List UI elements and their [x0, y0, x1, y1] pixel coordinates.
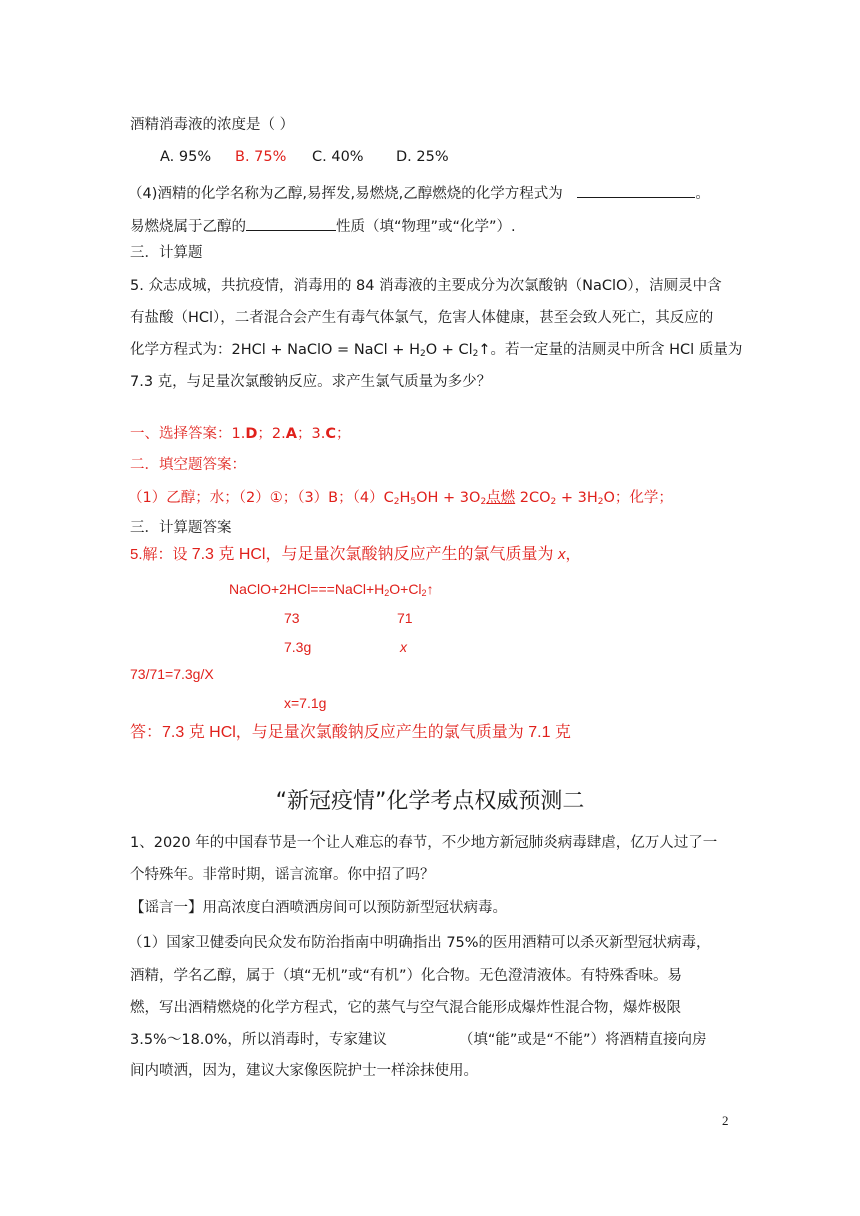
choice-sep: ；3.	[296, 426, 326, 442]
problem-5-eq-pre: 化学方程式为：2HCl + NaClO = NaCl + H	[130, 342, 420, 358]
subscript: 2	[472, 349, 479, 359]
equation-pre: NaClO+2HCl===NaCl+H	[229, 581, 385, 597]
choice-answer-3: C	[325, 426, 336, 442]
subscript: 2	[421, 588, 427, 598]
reaction-equation	[229, 582, 434, 598]
subscript: 2	[597, 497, 604, 507]
option-d: D. 25%	[396, 149, 449, 165]
choice-label: 一、选择答案：1.	[130, 426, 246, 442]
question-4-text: （4)酒精的化学名称为乙醇,易挥发,易燃烧,乙醇燃烧的化学方程式为	[128, 186, 563, 202]
option-a: A. 95%	[160, 149, 212, 165]
subscript: 2	[419, 349, 426, 359]
question-4-line2-post: 性质（填“物理”或“化学”）.	[336, 219, 516, 235]
solution-end: ，	[565, 546, 581, 563]
part2-s1-line4-pre: 3.5%～18.0%，所以消毒时，专家建议	[130, 1032, 387, 1048]
fill-co2: 2CO	[515, 490, 551, 506]
fill-heading: 二．填空题答案：	[130, 457, 246, 473]
rumor-line: 【谣言一】用高浓度白酒喷洒房间可以预防新型冠状病毒。	[130, 900, 507, 916]
result-line: x=7.1g	[284, 695, 327, 711]
solution-x: x	[557, 546, 566, 563]
options-row	[160, 149, 449, 165]
fill-answers-pre: （1）乙醇；水；（2）①；（3）B；（4）C	[128, 490, 394, 506]
mass-cl2-unknown: x	[400, 639, 407, 655]
problem-5-eq-mid: O + Cl	[425, 342, 473, 358]
question-text: 酒精消毒液的浓度是（ ）	[130, 117, 295, 133]
solution-intro	[130, 547, 580, 563]
problem-5-line2: 有盐酸（HCl），二者混合会产生有毒气体氯气，危害人体健康，甚至会致人死亡，其反应的	[130, 310, 714, 326]
problem-5-eq-post: ↑。若一定量的洁厕灵中所含 HCl 质量为	[478, 342, 743, 358]
question-4-line2-pre: 易燃烧属于乙醇的	[130, 219, 246, 235]
part2-s1-line4	[130, 1033, 706, 1048]
fill-h: H	[399, 490, 411, 506]
choice-answer-1: D	[245, 426, 258, 442]
fill-oh: OH + 3O	[416, 490, 481, 506]
answer-blank	[246, 216, 336, 231]
problem-5-line4: 7.3 克，与足量次氯酸钠反应。求产生氯气质量为多少？	[130, 374, 492, 390]
calc-answer-heading: 三．计算题答案	[130, 520, 232, 536]
part2-s1-line1: （1）国家卫健委向民众发布防治指南中明确指出 75%的医用酒精可以杀灭新型冠状病毒，	[128, 935, 711, 951]
mass-hcl: 7.3g	[284, 639, 312, 655]
fill-h2o: + 3H	[556, 490, 598, 506]
part2-s1-line3: 燃，写出酒精燃烧的化学方程式，它的蒸气与空气混合能形成爆炸性混合物，爆炸极限	[130, 1000, 681, 1016]
solution-pre: 5.解：设	[130, 546, 192, 563]
subscript: 2	[393, 497, 400, 507]
page-number: 2	[722, 1113, 729, 1128]
part2-s1-line5: 间内喷洒，因为，建议大家像医院护士一样涂抹使用。	[130, 1063, 478, 1079]
equation-mid: O+Cl	[389, 581, 422, 597]
calc-heading: 三．计算题	[130, 245, 203, 261]
reaction-condition: 点燃	[486, 490, 516, 506]
choice-answers	[130, 427, 350, 442]
part2-q1-line1: 1、2020 年的中国春节是一个让人难忘的春节，不少地方新冠肺炎病毒肆虐，亿万人过了一	[130, 835, 718, 851]
question-4-end: 。	[695, 186, 710, 202]
option-b: B. 75%	[235, 149, 287, 165]
final-answer: 答：7.3 克 HCl，与足量次氯酸钠反应产生的氯气质量为 7.1 克	[130, 724, 571, 741]
fill-answers	[128, 491, 673, 507]
question-4-line1	[128, 183, 710, 202]
answer-blank	[577, 183, 695, 198]
option-c: C. 40%	[312, 149, 364, 165]
subscript: 2	[480, 497, 487, 507]
part2-q1-line2: 个特殊年。非常时期，谣言流窜。你中招了吗？	[130, 867, 435, 883]
molar-mass-hcl: 73	[284, 610, 300, 626]
subscript: 2	[384, 588, 390, 598]
ratio-line: 73/71=7.3g/X	[130, 666, 214, 682]
choice-sep: ；2.	[257, 426, 286, 442]
fill-end: O；化学；	[603, 490, 673, 506]
problem-5-line3	[130, 343, 742, 359]
molar-mass-cl2: 71	[397, 610, 413, 626]
gas-arrow: ↑	[426, 581, 434, 597]
part2-s1-line2: 酒精，学名乙醇，属于（填“无机”或“有机”）化合物。无色澄清液体。有特殊香味。易	[130, 968, 683, 984]
part2-s1-line4-post: （填“能”或是“不能”）将酒精直接向房	[458, 1032, 707, 1048]
choice-end: ；	[335, 426, 351, 442]
question-4-line2	[130, 216, 516, 235]
choice-answer-2: A	[285, 426, 297, 442]
subscript: 5	[410, 497, 417, 507]
section-title: “新冠疫情”化学考点权威预测二	[275, 789, 585, 814]
solution-mid: 7.3 克 HCl，与足量次氯酸钠反应产生的氯气质量为	[191, 546, 558, 563]
subscript: 2	[550, 497, 557, 507]
problem-5-line1: 5. 众志成城，共抗疫情，消毒用的 84 消毒液的主要成分为次氯酸钠（NaClO），洁厕灵中含	[130, 278, 722, 294]
